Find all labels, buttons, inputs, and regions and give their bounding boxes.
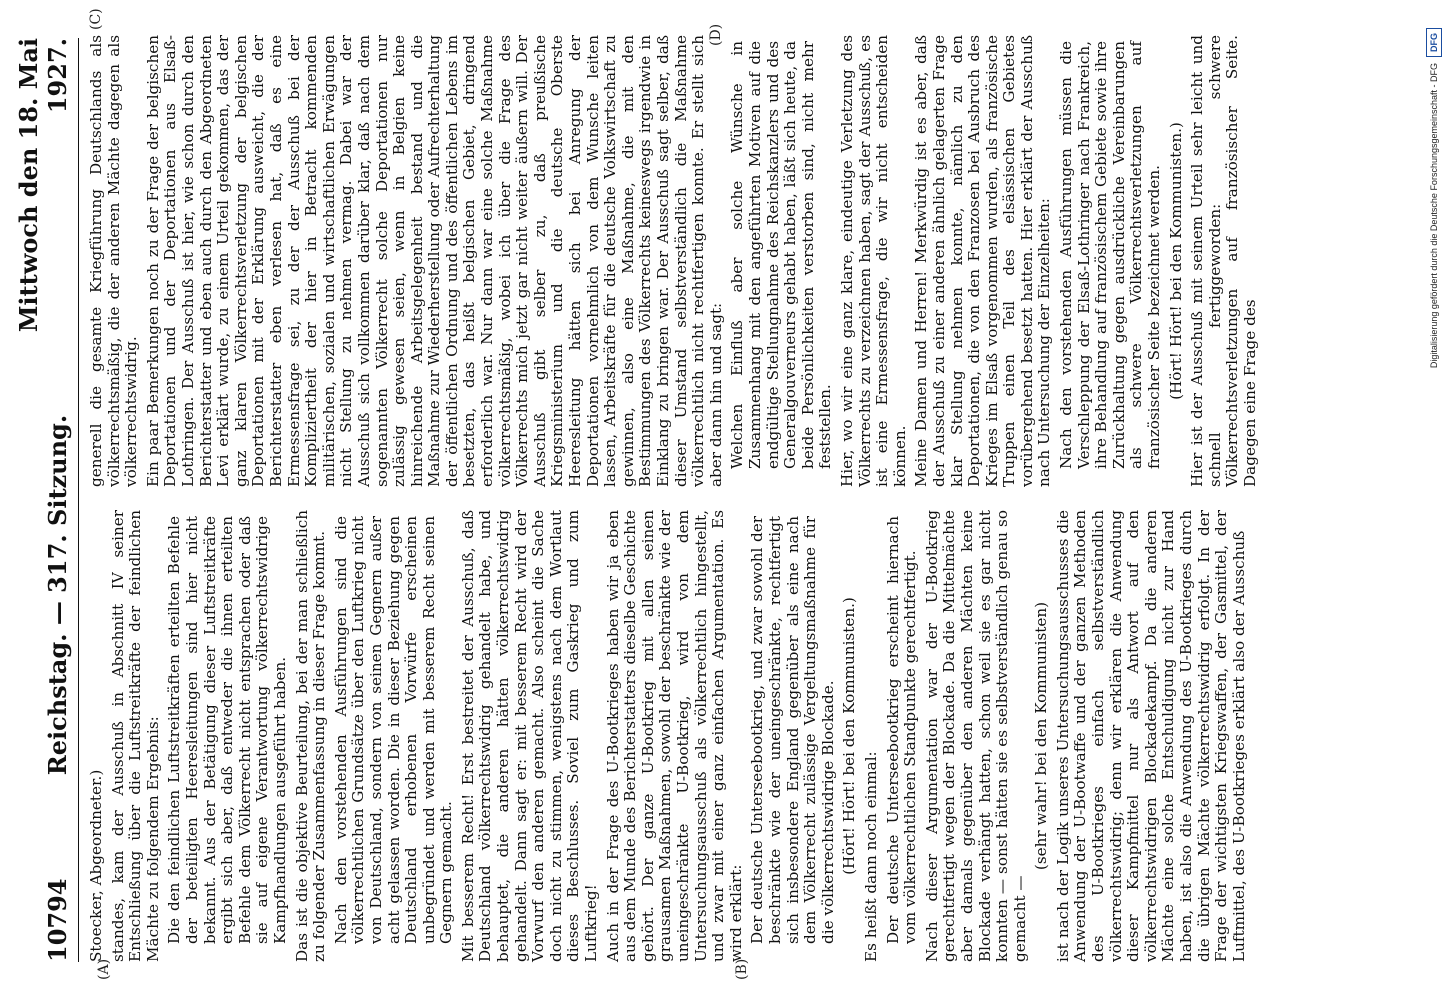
left-paragraph-10: Es heißt dann noch einmal:: [861, 751, 880, 962]
document-page: [14, 8, 1439, 992]
date-text: Mittwoch den 18. Mai 1927.: [14, 38, 72, 333]
right-paragraph-8: Hier ist der Ausschuß mit seinem Urteil sehr leicht und schnell fertiggeworden: schwere Völkerrechtsverletzungen auf französischer Seite. Dagegen eine Frage des: [1188, 35, 1259, 487]
marker-b: (B): [734, 958, 750, 980]
right-paragraph-7: (Hört! Hört! bei den Kommunisten.): [1166, 122, 1185, 400]
left-column: [88, 510, 1252, 962]
left-paragraph-2: standes, kam der Ausschuß in Abschnitt IV seiner Entschließung über die Luftstreitkräfte der feindlichen Mächte zu folgendem Ergebnis:: [108, 510, 162, 962]
left-paragraph-3: Die den feindlichen Luftstreitkräften erteilten Befehle der beteiligten Heeresleitungen sind hier nicht bekannt. Aus der Betätigung dieser Luftstreitkräfte ergibt sich aber, daß entweder die ihnen erteilten Befehle dem Völkerrecht nicht entsprachen oder daß sie auf eigene Verantwortung völkerrechtswidrige Kampfhandlungen ausgeführt haben.: [165, 516, 289, 944]
left-paragraph-7: Auch in der Frage des U-Bootkrieges haben wir ja eben aus dem Munde des Berichterstatters dieselbe Geschichte gehört. Der ganze U-Bootkrieg mit allen seinen grausamen Maßnahmen, sowohl der beschränkte wie der uneingeschränkte U-Bootkrieg, wird von dem Untersuchungsausschuß als völkerrechtlich hingestellt, und zwar mit einer ganz einfachen Argumentation. Es wird erklärt:: [603, 510, 745, 962]
dfg-logo: DFG: [1426, 28, 1442, 57]
left-paragraph-13: (sehr wahr! bei den Kommunisten): [1032, 601, 1051, 871]
right-paragraph-4: Hier, wo wir eine ganz klare, eindeutige Verletzung des Völkerrechts zu verzeichnen haben, sagt der Ausschuß, es ist eine Ermessensfrage, die wir nicht entscheiden können.: [837, 35, 909, 487]
page-number: 10794: [43, 878, 72, 962]
left-paragraph-8: Der deutsche Unterseebootkrieg, und zwar sowohl der beschränkte wie der uneingeschränkte, rechtfertigt sich insbesondere England gegenüber als eine nach dem Völkerrecht zulässige Vergeltungsmaßnahme für die völkerrechtswidrige Blockade.: [748, 516, 837, 944]
right-paragraph-2: Ein paar Bemerkungen noch zu der Frage der belgischen Deportationen und der Deportationen aus Elsaß-Lothringen. Der Ausschuß ist hier, wie schon durch den Berichterstatter und eben auch durch den Abgeordneten Levi erklärt wurde, zu einem Urteil gekommen, das der ganz klaren Völkerrechtsverletzung der belgischen Deportationen mit der Erklärung ausweicht, die der Berichterstatter eben verlesen hat, daß es eine Ermessensfrage sei, zu der der Ausschuß bei der Kompliziertheit der hier in Betracht kommenden militärischen, sozialen und wirtschaftlichen Erwägungen nicht Stellung zu nehmen vermag. Dabei war der Ausschuß sich vollkommen darüber klar, daß nach dem sogenannten Völkerrecht solche Deportationen nur zulässig gewesen seien, wenn in Belgien keine hinreichende Arbeitsgelegenheit bestand und die Maßnahme zur Wiederherstellung oder Aufrechterhaltung der öffentlichen Ordnung und des öffentlichen Lebens im besetzten, das heißt belgischen Gebiet, dringend erforderlich war. Nur dann war eine solche Maßnahme völkerrechtsmäßig, wobei ich über die Frage des Völkerrechts mich jetzt gar nicht weiter äußern will. Der Ausschuß gibt selber zu, daß preußische Kriegsministerium und die deutsche Oberste Heeresleitung hätten sich bei Anregung der Deportationen vornehmlich von dem Wunsche leiten lassen, Arbeitskräfte für die deutsche Volkswirtschaft zu gewinnen, also eine Maßnahme, die mit den Bestimmungen des Völkerrechts keineswegs irgendwie in Einklang zu bringen war. Der Ausschuß sagt selber, daß dieser Umstand selbstverständlich die Maßnahme völkerrechtlich nicht rechtfertigen konnte. Er stellt sich aber dann hin und sagt:: [143, 35, 725, 487]
left-paragraph-12: Nach dieser Argumentation war der U-Bootkrieg gerechtfertigt wegen der Blockade. Da die Mittelmächte aber damals gegenüber den anderen Mächten keine Blockade verhängt hatten, schon weil sie es gar nicht konnten — sonst hätten sie es selbstverständlich genau so gemacht —: [922, 510, 1029, 962]
page-header: [14, 38, 79, 962]
right-paragraph-3: Welchen Einfluß aber solche Wünsche in Zusammenhang mit den angeführten Motiven auf die endgültige Stellungnahme des Reichskanzlers und des Generalgouverneurs gehabt haben, läßt sich heute, da beide Persönlichkeiten verstorben sind, nicht mehr feststellen.: [728, 41, 835, 469]
marker-a: (A): [96, 958, 112, 980]
left-paragraph-5: Nach den vorstehenden Ausführungen sind die völkerrechtlichen Grundsätze über den Luftkrieg nicht von Deutschland, sondern von seinen Gegnern außer acht gelassen worden. Die in dieser Beziehung gegen Deutschland erhobenen Vorwürfe erscheinen unbegründet und werden mit besserem Recht seinen Gegnern gemacht.: [331, 516, 456, 944]
footer: [1416, 8, 1452, 1008]
marker-c: (C): [88, 8, 104, 30]
left-paragraph-6: Mit besserem Recht! Erst bestreitet der Ausschuß, daß Deutschland völkerrechtswidrig gehandelt habe, und behauptet, die anderen hätten völkerrechtswidrig gehandelt. Dann sagt er: mit besserem Recht wird der Vorwurf den anderen gemacht. Also scheint die Sache doch nicht zu stimmen, wenigstens nach dem Wortlaut dieses Beschlusses. Soviel zum Gaskrieg und zum Luftkrieg!: [458, 510, 601, 962]
footer-text: [1416, 8, 1452, 1008]
left-paragraph-9: (Hört! Hört! bei den Kommunisten.): [840, 597, 859, 875]
left-paragraph-4: Das ist die objektive Beurteilung, bei der man schließlich zu folgender Zusammenfassung in dieser Frage kommt.: [292, 510, 329, 962]
left-paragraph-1: Stoecker, Abgeordneter.): [87, 769, 105, 962]
right-column: [88, 35, 1264, 487]
footer-credit: Digitalisierung gefördert durch die Deutsche Forschungsgemeinschaft - DFG: [1429, 63, 1439, 369]
right-paragraph-6: Nach den vorstehenden Ausführungen müssen die Verschleppung der Elsaß-Lothringer nach Frankreich, ihre Behandlung auf französischem Gebiete sowie ihre Zurückhaltung gegen ausdrückliche Vereinbarungen als schwere Völkerrechtsverletzungen auf französischer Seite bezeichnet werden.: [1057, 41, 1164, 469]
left-paragraph-14: ist nach der Logik unseres Untersuchungsausschusses die Anwendung der U-Bootwaffe und der ganzen Methoden des U-Bootkrieges einfach selbstverständlich völkerrechtswidrig; denn wir erklären die Anwendung dieser Kampfmittel nur als Antwort auf den völkerrechtswidrigen Blockadekampf. Da die anderen Mächte eine solche Entschuldigung nicht zur Hand haben, ist also die Anwendung des U-Bootkrieges durch die übrigen Mächte völkerrechtswidrig erfolgt. In der Frage der wichtigsten Kriegswaffen, der Gasmittel, der Luftmittel, des U-Bootkrieges erklärt also der Ausschuß: [1053, 510, 1248, 962]
session-title: Reichstag. — 317. Sitzung.: [43, 414, 72, 776]
right-paragraph-1: generell die gesamte Kriegführung Deutschlands als völkerrechtsmäßig, die der anderen Mächte dagegen als völkerrechtswidrig.: [87, 35, 141, 487]
right-paragraph-5: Meine Damen und Herren! Merkwürdig ist es aber, daß der Ausschuß zu einer anderen ähnlich gelagerten Frage klar Stellung nehmen konnte, nämlich zu den Deportationen, die von den Franzosen bei Ausbruch des Krieges im Elsaß vorgenommen wurden, als französische Truppen einen Teil des elsässischen Gebietes vorübergehend besetzt hatten. Hier erklärt der Ausschuß nach Untersuchung der Einzelheiten:: [912, 35, 1054, 487]
rotated-page-content: [14, 8, 1390, 992]
marker-d: (D): [708, 23, 724, 46]
left-paragraph-11: Der deutsche Unterseebootkrieg erscheint hiernach vom völkerrechtlichen Standpunkte gerechtfertigt.: [883, 516, 920, 944]
